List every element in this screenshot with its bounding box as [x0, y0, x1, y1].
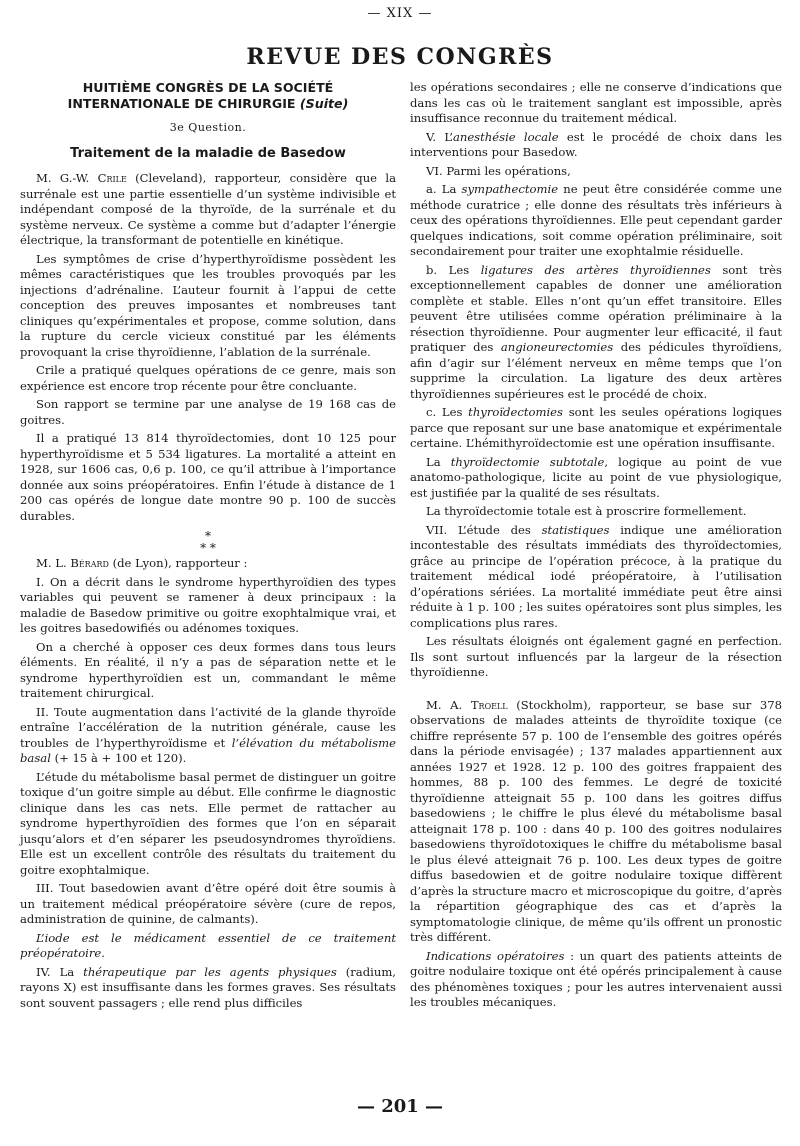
- paragraph: VI. Parmi les opérations,: [426, 163, 571, 178]
- paragraph: Les symptômes de crise d’hyperthyroïdisme possèdent les mêmes caractéristiques que les troubles provoqués par les injections d’adrénaline. L’auteur fournit à l’appui de cette conception des preuves imposantes et nombreuses tant cliniques qu’expérimentales et propose, comme solution, dans la rupture du cercle vicieux constitué par les éléments provoquant la crise thyroïdienne, l’ablation de la surrénale.: [20, 251, 396, 359]
- section-title-line-2: INTERNATIONALE DE CHIRURGIE: [67, 96, 296, 111]
- section-title-line-1: HUITIÈME CONGRÈS DE LA SOCIÉTÉ: [82, 80, 334, 95]
- paragraph: L’iode est le médicament essentiel de ce traitement préopératoire.: [20, 930, 396, 960]
- paragraph: II. Toute augmentation dans l’activité de la glande thyroïde entraîne l’accélération de la nutrition générale, cause les troubles de l’hyperthyroïdisme et l’élévation du métabolisme basal (+ 15 à + 100 et 120).: [20, 704, 396, 765]
- paragraph: L’étude du métabolisme basal permet de distinguer un goitre toxique d’un goitre simple au début. Elle confirme le diagnostic clinique dans les cas nets. Elle permet de rattacher au syndrome hyperthyroïdien des formes que l’on en séparait jusqu’alors et d’en séparer les pseudosyndromes thyroïdiens. Elle est un excellent contrôle des résultats du traitement du goitre exophtalmique.: [20, 769, 396, 877]
- paragraph: Crile a pratiqué quelques opérations de ce genre, mais son expérience est encore trop récente pour être concluante.: [20, 363, 396, 393]
- right-column: [410, 80, 782, 1014]
- paragraph: La thyroïdectomie subtotale, logique au point de vue anatomo-pathologique, licite au point de vue physiologique, est justifiée par la qualité de ses résultats.: [410, 454, 782, 500]
- subject-heading: Traitement de la maladie de Basedow: [70, 145, 346, 161]
- page-folio: — XIX —: [367, 6, 433, 21]
- paragraph: La thyroïdectomie totale est à proscrire formellement.: [426, 504, 747, 518]
- section-title: [20, 80, 396, 112]
- page-title: REVUE DES CONGRÈS: [246, 44, 554, 70]
- paragraph-berard: M. L. Bérard (de Lyon), rapporteur :: [36, 556, 248, 570]
- author-name: Crile: [97, 171, 127, 185]
- paragraph: Indications opératoires : un quart des patients atteints de goitre nodulaire toxique ont été opérés principalement à cause des phénomènes toxiques ; pour les autres intervenaient aussi les troubles mécaniques.: [410, 948, 782, 1009]
- section-suite: (Suite): [299, 96, 349, 111]
- paragraph: Il a pratiqué 13 814 thyroïdectomies, dont 10 125 pour hyperthyroïdisme et 5 534 ligatures. La mortalité a atteint en 1928, sur 1606 cas, 0,6 p. 100, ce qu’il attribue à l’importance donnée aux soins préopératoires. Enfin l’étude à distance de 1 200 cas opérés de longue date montre 90 p. 100 de succès durables.: [20, 431, 396, 523]
- paragraph: I. On a décrit dans le syndrome hyperthyroïdien des types variables qui peuvent se ramener à deux principaux : la maladie de Basedow primitive ou goitre exophtalmique vrai, et les goitres basedowifiés ou adénomes toxiques.: [20, 574, 396, 635]
- paragraph: V. L’anesthésie locale est le procédé de choix dans les interventions pour Basedow.: [410, 129, 783, 159]
- paragraph: III. Tout basedowien avant d’être opéré doit être soumis à un traitement médical préopératoire sévère (cure de repos, administration de quinine, de calmants).: [20, 881, 396, 926]
- paragraph: c. Les thyroïdectomies sont les seules opérations logiques parce que reposant sur une base anatomique et expérimentale certaine. L’hémithyroïdectomie est une opération insuffisante.: [410, 405, 783, 450]
- paragraph: b. Les ligatures des artères thyroïdiennes sont très exceptionnellement capables de donner une amélioration complète et stable. Elles n’ont qu’un effet transitoire. Elles peuvent être utilisées comme opération préliminaire à la résection thyroïdienne. Pour augmenter leur efficacité, il faut pratiquer des angioneurectomies des pédicules thyroïdiens, afin d’agir sur l’élément nerveux en même temps que l’on supprime la circulation. La ligature des deux artères thyroïdiennes supérieures est le procédé de choix.: [410, 262, 782, 401]
- paragraph: les opérations secondaires ; elle ne conserve d’indications que dans les cas où le traitement sanglant est impossible, après insuffisance reconnue du traitement médical.: [410, 80, 782, 125]
- paragraph-crile: M. G.-W. Crile (Cleveland), rapporteur, considère que la surrénale est une partie essentielle d’un système indivisible et indépendant composé de la thyroïde, de la surrénale et du système nerveux. Ce système a comme but d’adapter l’énergie électrique, la transformant de potentielle en kinétique.: [20, 171, 396, 247]
- left-column: [20, 80, 396, 1014]
- paragraph-troell: M. A. Troell (Stockholm), rapporteur, se base sur 378 observations de malades atteints de thyroïdite toxique (ce chiffre représente 57 p. 100 de l’ensemble des goitres opérés dans la période envisagée) ; 137 malades appartiennent aux années 1927 et 1928. 12 p. 100 des goitres frappaient des hommes, 88 p. 100 des femmes. Le degré de toxicité thyroïdienne atteignait 55 p. 100 dans les goitres diffus basedowiens ; le chiffre le plus élevé du métabolisme basal atteignait 178 p. 100 : dans 40 p. 100 des goitres nodulaires basedowiens thyroïdotoxiques le chiffre du métabolisme basal le plus élevé atteignait 76 p. 100. Les deux types de goitre diffus basedowien et de goitre nodulaire toxique diffèrent d’après la structure macro et microscopique du goitre, d’après la répartition géographique des cas et d’après la symptomatologie clinique, de même qu’ils offrent un pronostic très différent.: [410, 697, 782, 944]
- paragraph: a. La sympathectomie ne peut être considérée comme une méthode curatrice ; elle donne des résultats très inférieurs à ceux des opérations thyroïdiennes. Elle peut cependant garder quelques indications, soit comme opération préliminaire, soit secondairement pour traiter une exophtalmie résiduelle.: [410, 182, 782, 258]
- paragraph: Son rapport se termine par une analyse de 19 168 cas de goitres.: [20, 397, 396, 427]
- author-name: Troell: [470, 697, 508, 712]
- paragraph: Les résultats éloignés ont également gagné en perfection. Ils sont surtout influencés par la largeur de la résection thyroïdienne.: [410, 634, 782, 679]
- section-separator: * * *: [200, 529, 216, 555]
- page-number: — 201 —: [356, 1096, 444, 1117]
- paragraph: IV. La thérapeutique par les agents physiques (radium, rayons X) est insuffisante dans les formes graves. Ses résultats sont souvent passagers ; elle rend plus difficiles: [20, 964, 396, 1010]
- paragraph: VII. L’étude des statistiques indique une amélioration incontestable des résultats immédiats des thyroïdectomies, grâce au principe de l’opération précoce, à la pratique du traitement médical iodé préopératoire, à l’utilisation d’opérations sériées. La mortalité immédiate peut être ainsi réduite à 1 p. 100 ; les suites opératoires sont plus simples, les complications plus rares.: [410, 522, 782, 630]
- question-label: 3e Question.: [169, 121, 247, 134]
- paragraph: On a cherché à opposer ces deux formes dans tous leurs éléments. En réalité, il n’y a pas de séparation nette et le syndrome hyperthyroïdien est un, commandant le même traitement chirurgical.: [20, 639, 396, 700]
- author-name: Bérard: [70, 556, 109, 570]
